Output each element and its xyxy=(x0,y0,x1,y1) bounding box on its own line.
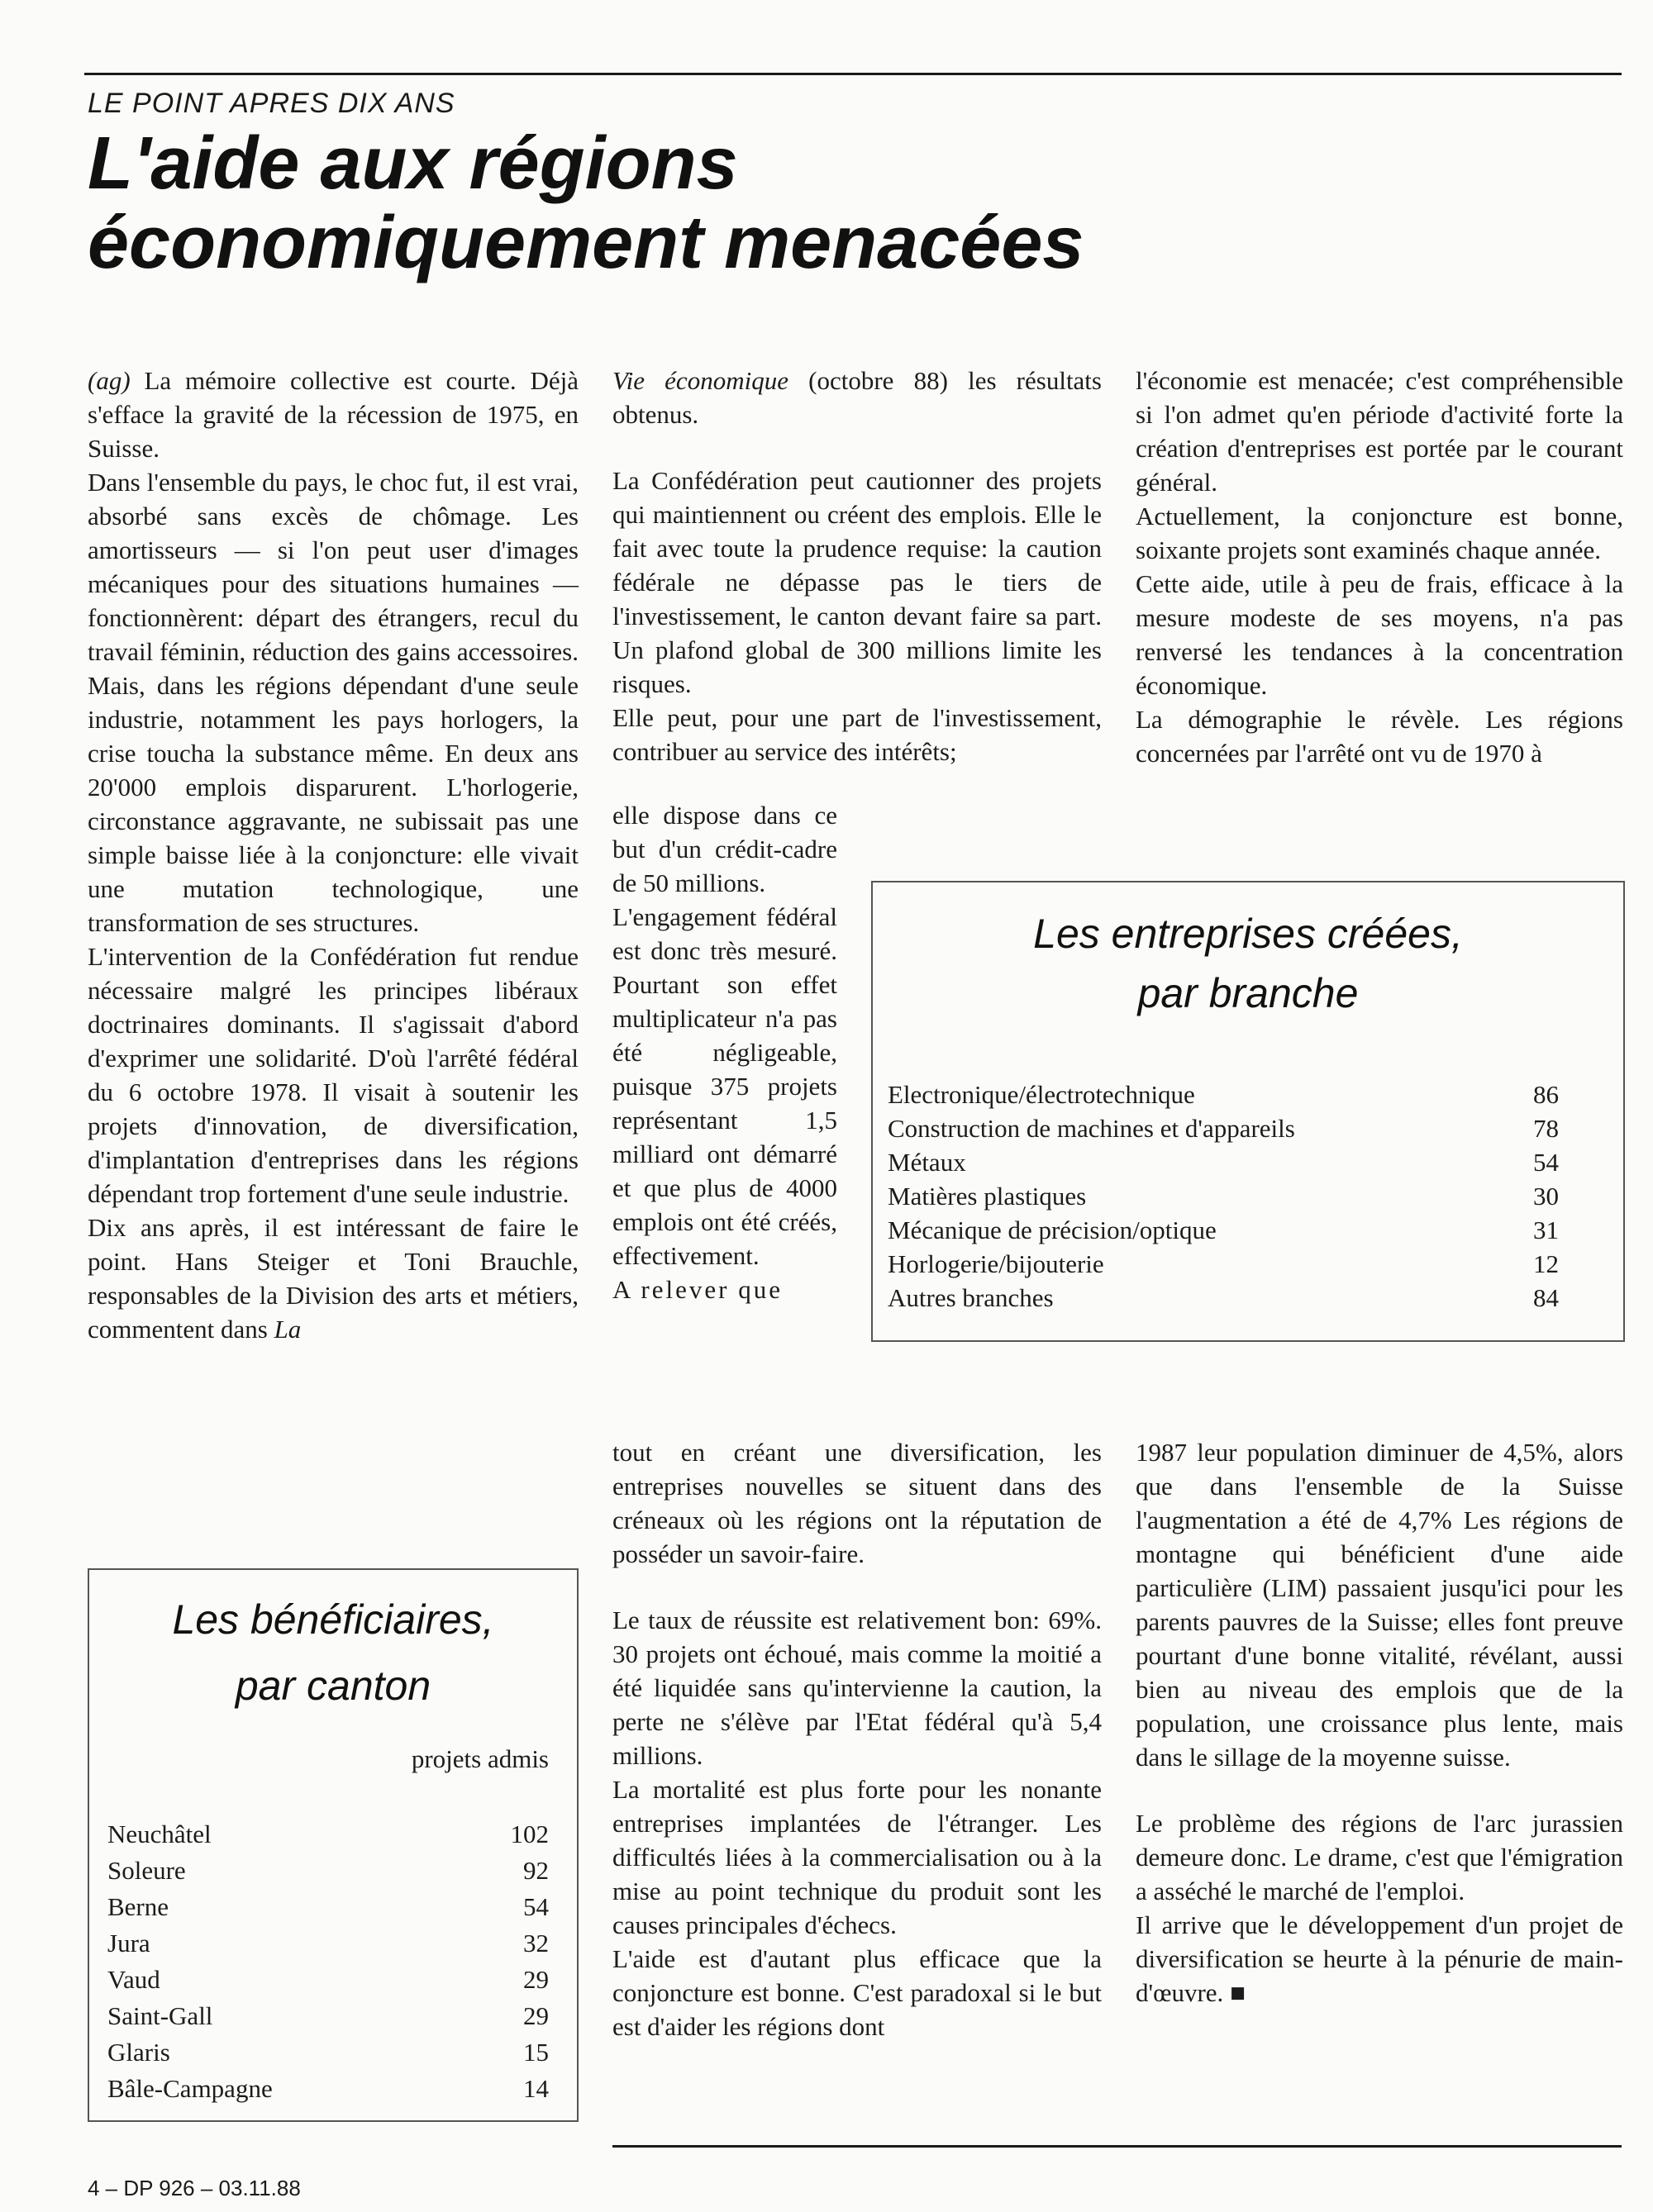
table-row: Electronique/électrotechnique 86 xyxy=(888,1080,1559,1109)
table-row: Saint-Gall 29 xyxy=(107,2001,549,2030)
table-row: Soleure 92 xyxy=(107,1856,549,1885)
table-row: Matières plastiques 30 xyxy=(888,1182,1559,1211)
paragraph: L'intervention de la Confédération fut rendue nécessaire malgré les principes libéraux doctrinaires dominants. Il s'agissait d'abord d'exprimer une solidarité. D'où l'arrêté fédéral du 6 octobre 1978. Il visait à soutenir les projets d'innovation, de diversification, d'implantation d'entreprises dans les régions dépendant trop fortement d'une seule industrie. xyxy=(88,942,579,1208)
paragraph: La mortalité est plus forte pour les nonante entreprises implantées de l'étranger. Les difficultés liées à la commercialisation ou à la mise au point technique du produit sont les causes principales d'échecs. xyxy=(612,1775,1102,1939)
column-2-lower xyxy=(612,1435,1102,2043)
paragraph: La démographie le révèle. Les régions concernées par l'arrêté ont vu de 1970 à xyxy=(1136,705,1623,768)
table-row: Vaud 29 xyxy=(107,1965,549,1994)
bottom-rule xyxy=(612,2145,1622,2148)
table-row: Bâle-Campagne 14 xyxy=(107,2074,549,2103)
publication-name: La xyxy=(274,1315,302,1344)
title-line-2: économiquement menacées xyxy=(88,202,1084,284)
article-kicker: LE POINT APRES DIX ANS xyxy=(88,88,455,119)
page-footer: 4 – DP 926 – 03.11.88 xyxy=(88,2176,301,2200)
paragraph: Vie économique (octobre 88) les résultats obtenus. xyxy=(612,366,1102,429)
column-3-upper xyxy=(1136,364,1623,770)
paragraph: 1987 leur population diminuer de 4,5%, alors que dans l'ensemble de la Suisse l'augmentation a été de 4,7% Les régions de montagne qui bénéficient d'une aide particulière (LIM) passaient jusqu'ici pour les parents pauvres de la Suisse; elles font preuve pourtant d'une bonne vitalité, révélant, aussi bien au niveau des emplois que de la population, une croissance plus lente, mais dans le sillage de la moyenne suisse. xyxy=(1136,1438,1623,1772)
beneficiaires-table xyxy=(107,1816,549,2107)
table-row: Horlogerie/bijouterie 12 xyxy=(888,1249,1559,1278)
table-row: Berne 54 xyxy=(107,1892,549,1921)
table-row: Autres branches 84 xyxy=(888,1283,1559,1312)
entreprises-box xyxy=(871,881,1625,1342)
paragraph: Dans l'ensemble du pays, le choc fut, il est vrai, absorbé sans excès de chômage. Les amortisseurs — si l'on peut user d'images mécaniques pour des situations humaines — fonctionnèrent: départ des étrangers, recul du travail féminin, réduction des gains accessoires. Mais, dans les régions dépendant d'une seule industrie, notamment les pays horlogers, la crise toucha la substance même. En deux ans 20'000 emplois disparurent. L'horlogerie, circonstance aggravante, ne subissait pas une simple baisse liée à la conjoncture: elle vivait une mutation technologique, une transformation de ses structures. xyxy=(88,468,579,937)
title-line-1: L'aide aux régions xyxy=(88,122,738,205)
paragraph: elle dispose dans ce but d'un crédit-cadre de 50 millions. xyxy=(612,801,837,897)
paragraph: L'engagement fédéral est donc très mesuré. Pourtant son effet multiplicateur n'a pas été négligeable, puisque 375 projets représentant 1,5 milliard ont démarré et que plus de 4000 emplois ont été créés, effectivement. xyxy=(612,902,837,1270)
beneficiaires-box xyxy=(88,1568,579,2122)
table-row: Glaris 15 xyxy=(107,2038,549,2067)
end-mark-icon: ■ xyxy=(1230,1978,1246,2007)
column-3-lower xyxy=(1136,1435,1623,2010)
column-header: projets admis xyxy=(411,1744,549,1773)
table-row: Mécanique de précision/optique 31 xyxy=(888,1215,1559,1244)
author-initials: (ag) xyxy=(88,366,131,395)
article-title xyxy=(88,124,1410,283)
beneficiaires-box-title: Les bénéficiaires, par canton xyxy=(172,1596,494,1709)
paragraph: Il arrive que le développement d'un projet de diversification se heurte à la pénurie de main-d'œuvre. ■ xyxy=(1136,1910,1623,2007)
paragraph: tout en créant une diversification, les entreprises nouvelles se situent dans des créneaux où les régions ont la réputation de posséder un savoir-faire. xyxy=(612,1438,1102,1568)
paragraph: Le taux de réussite est relativement bon: 69%. 30 projets ont échoué, mais comme la moitié a été liquidée sans qu'intervienne la caution, la perte ne s'élève par l'Etat fédéral qu'à 5,4 millions. xyxy=(612,1605,1102,1770)
column-2-narrow xyxy=(612,798,837,1306)
paragraph: Dix ans après, il est intéressant de faire le point. Hans Steiger et Toni Brauchle, responsables de la Division des arts et métiers, commentent dans La xyxy=(88,1213,579,1344)
paragraph: Cette aide, utile à peu de frais, efficace à la mesure modeste de ses moyens, n'a pas renversé les tendances à la concentration économique. xyxy=(1136,569,1623,700)
paragraph: A relever que xyxy=(612,1275,783,1304)
entreprises-table xyxy=(888,1077,1559,1315)
publication-name: Vie économique xyxy=(612,366,788,395)
paragraph: Elle peut, pour une part de l'investissement, contribuer au service des intérêts; xyxy=(612,703,1102,766)
paragraph: (ag) La mémoire collective est courte. Déjà s'efface la gravité de la récession de 1975, en Suisse. xyxy=(88,366,579,463)
paragraph: l'économie est menacée; c'est compréhensible si l'on admet qu'en période d'activité forte la création d'entreprises est portée par le courant général. xyxy=(1136,366,1623,497)
top-rule xyxy=(84,73,1622,75)
paragraph: Le problème des régions de l'arc jurassien demeure donc. Le drame, c'est que l'émigration a asséché le marché de l'emploi. xyxy=(1136,1809,1623,1905)
column-1 xyxy=(88,364,579,1346)
paragraph: La Confédération peut cautionner des projets qui maintiennent ou créent des emplois. Elle le fait avec toute la prudence requise: la caution fédérale ne dépasse pas le tiers de l'investissement, le canton devant faire sa part. Un plafond global de 300 millions limite les risques. xyxy=(612,466,1102,698)
paragraph: L'aide est d'autant plus efficace que la conjoncture est bonne. C'est paradoxal si le but est d'aider les régions dont xyxy=(612,1944,1102,2041)
column-2-upper xyxy=(612,364,1102,768)
table-row: Construction de machines et d'appareils 78 xyxy=(888,1114,1559,1143)
paragraph: Actuellement, la conjoncture est bonne, soixante projets sont examinés chaque année. xyxy=(1136,502,1623,564)
table-row: Neuchâtel 102 xyxy=(107,1820,549,1848)
entreprises-box-title: Les entreprises créées, par branche xyxy=(1033,911,1463,1016)
table-row: Métaux 54 xyxy=(888,1148,1559,1177)
table-row: Jura 32 xyxy=(107,1929,549,1958)
